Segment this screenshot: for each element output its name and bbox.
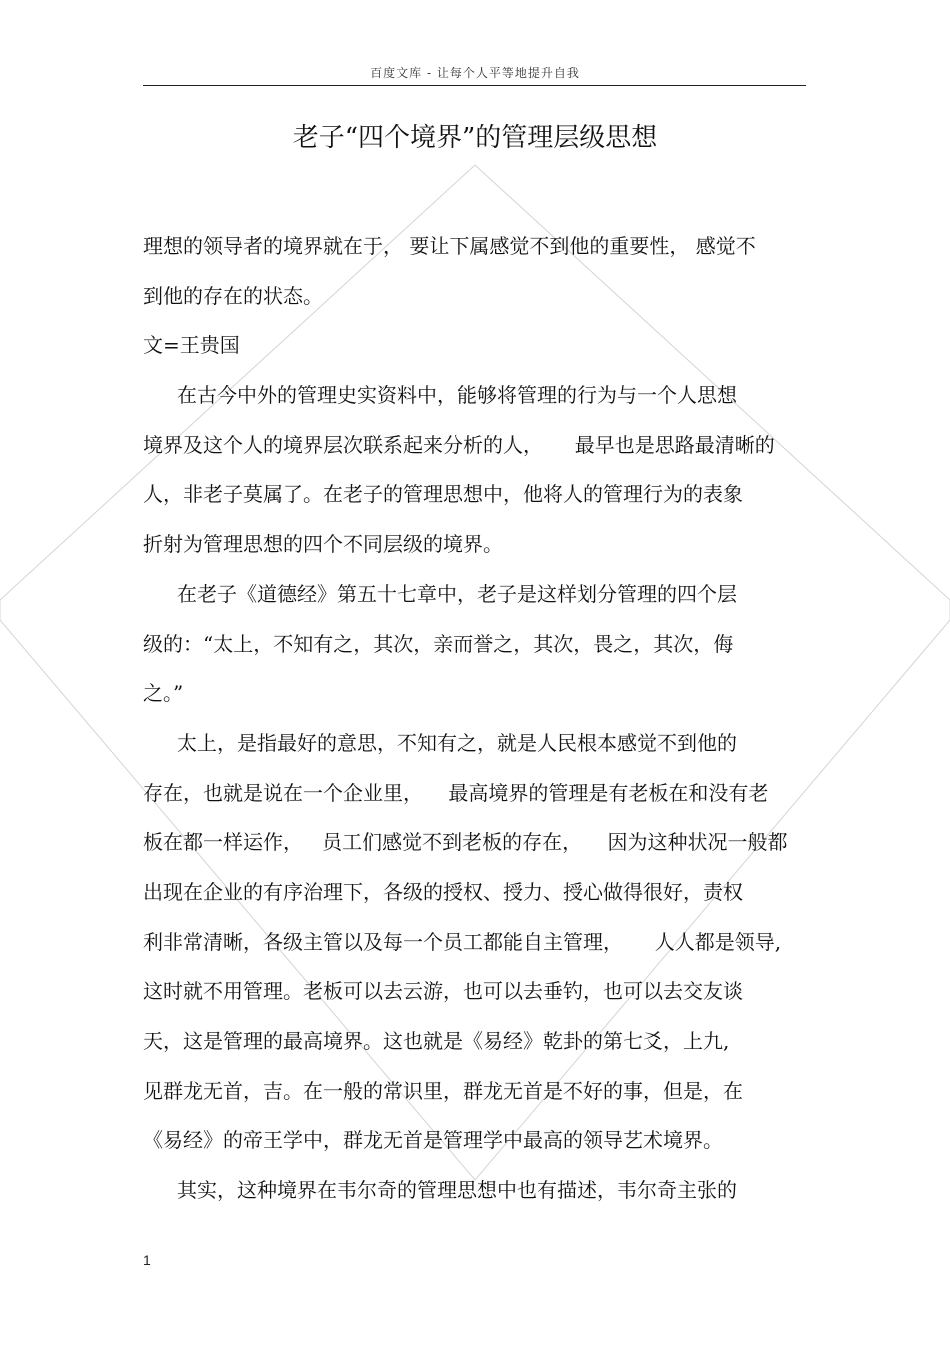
- text-line: 折射为管理思想的四个不同层级的境界。: [143, 532, 503, 557]
- text-line: 利非常清晰，各级主管以及每一个员工都能自主管理， 人人都是领导,: [143, 929, 782, 954]
- text-line: 境界及这个人的境界层次联系起来分析的人， 最早也是思路最清晰的: [143, 432, 775, 457]
- document-title: 老子“四个境界”的管理层级思想: [292, 123, 658, 153]
- header-rule: [143, 85, 806, 86]
- text-line: 太上，是指最好的意思，不知有之，就是人民根本感觉不到他的: [177, 730, 737, 755]
- document-body: [143, 222, 808, 1216]
- text-line: 这时就不用管理。老板可以去云游，也可以去垂钓，也可以去交友谈: [143, 979, 743, 1004]
- text-line: 见群龙无首，吉。在一般的常识里，群龙无首是不好的事，但是，在: [143, 1078, 743, 1103]
- text-line: 天，这是管理的最高境界。这也就是《易经》乾卦的第七爻，上九,: [143, 1029, 730, 1053]
- text-line: 出现在企业的有序治理下，各级的授权、授力、授心做得很好，责权: [143, 879, 743, 904]
- text-line: 级的：“太上，不知有之，其次，亲而誉之，其次，畏之，其次，侮: [143, 631, 734, 656]
- text-line: 之。”: [143, 681, 184, 706]
- page-header: 百度文库 - 让每个人平等地提升自我: [370, 66, 580, 80]
- text-line: 人，非老子莫属了。在老子的管理思想中，他将人的管理行为的表象: [143, 482, 743, 507]
- text-line: 《易经》的帝王学中，群龙无首是管理学中最高的领导艺术境界。: [143, 1128, 723, 1153]
- text-line: 到他的存在的状态。: [143, 283, 323, 308]
- text-line: 板在都一样运作， 员工们感觉不到老板的存在， 因为这种状况一般都: [143, 830, 788, 855]
- byline: 文=王贵国: [143, 333, 240, 358]
- page-number: 1: [143, 1252, 151, 1268]
- text-line: 理想的领导者的境界就在于， 要让下属感觉不到他的重要性， 感觉不: [143, 234, 756, 258]
- text-line: 存在，也就是说在一个企业里， 最高境界的管理是有老板在和没有老: [143, 780, 769, 805]
- text-line: 在老子《道德经》第五十七章中，老子是这样划分管理的四个层: [177, 581, 737, 606]
- text-line: 在古今中外的管理史实资料中，能够将管理的行为与一个人思想: [177, 383, 737, 408]
- text-line: 其实，这种境界在韦尔奇的管理思想中也有描述，韦尔奇主张的: [177, 1178, 737, 1203]
